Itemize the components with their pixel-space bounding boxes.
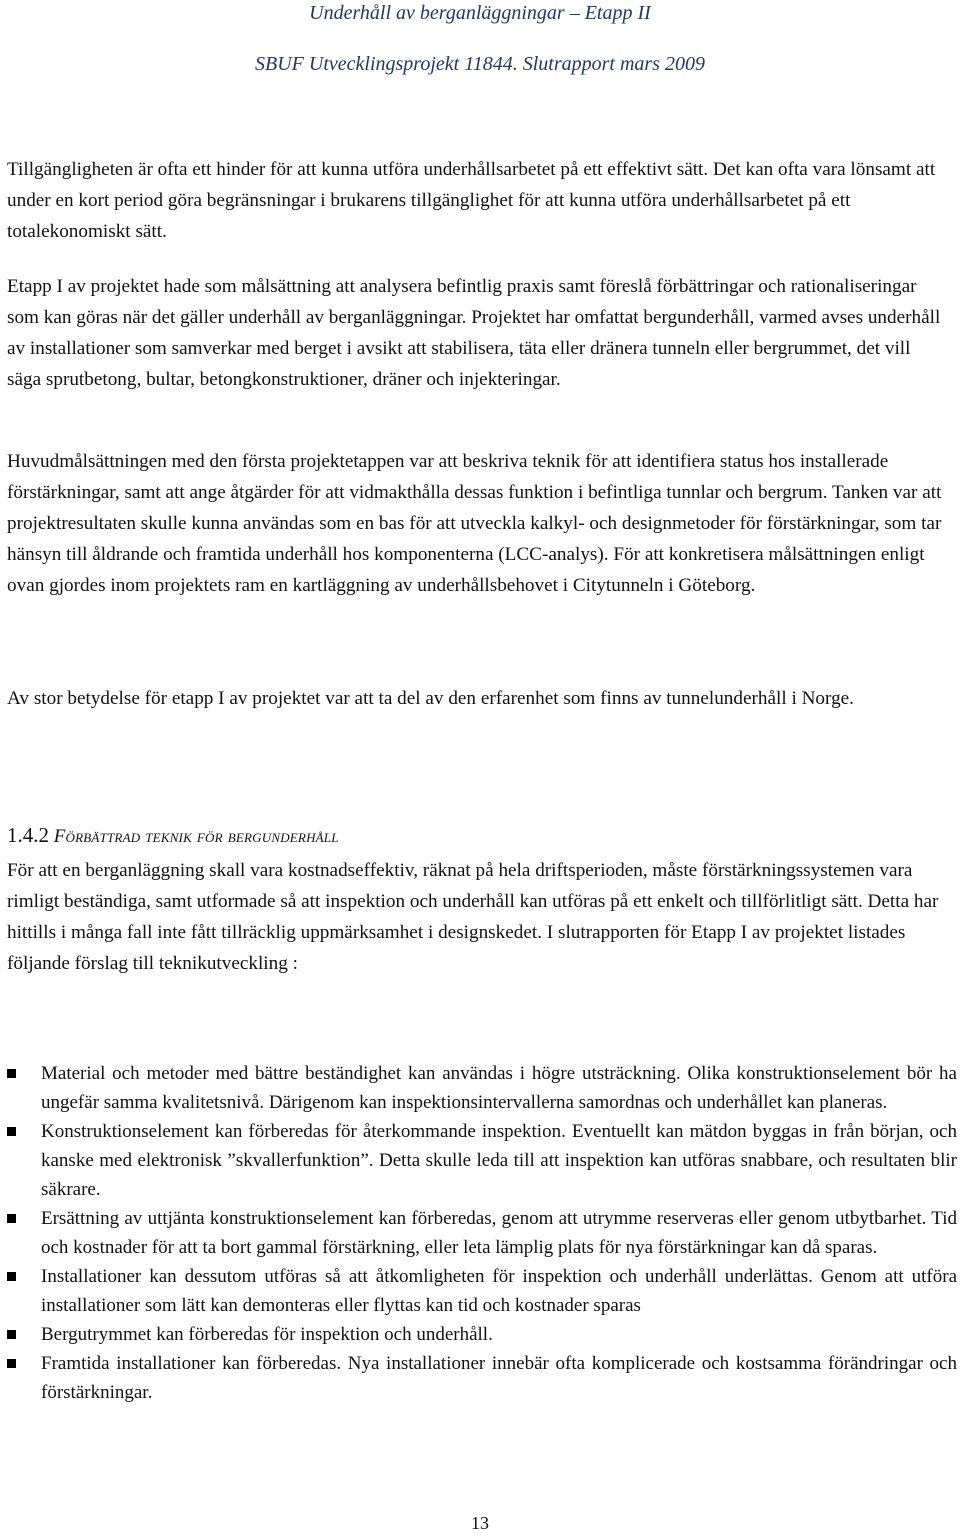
square-bullet-icon	[7, 1272, 16, 1281]
square-bullet-icon	[7, 1127, 16, 1136]
list-item: Installationer kan dessutom utföras så att åtkomligheten för inspektion och underhåll underlättas. Genom att utföra installationer som lätt kan demonteras eller flyttas kan tid och kostnader sparas	[7, 1262, 957, 1320]
list-item: Framtida installationer kan förberedas. Nya installationer innebär ofta komplicerade och kostsamma förändringar och förstärkningar.	[7, 1349, 957, 1407]
square-bullet-icon	[7, 1214, 16, 1223]
proposal-list	[7, 1059, 957, 1407]
list-item: Material och metoder med bättre beständighet kan användas i högre utsträckning. Olika konstruktionselement bör ha ungefär samma kvalitetsnivå. Därigenom kan inspektionsintervallerna samordnas och underhållet kan planeras.	[7, 1059, 957, 1117]
paragraph-norway-experience: Av stor betydelse för etapp I av projektet var att ta del av den erfarenhet som finns av tunnelunderhåll i Norge.	[7, 688, 854, 709]
paragraph-accessibility: Tillgängligheten är ofta ett hinder för att kunna utföra underhållsarbetet på ett effektivt sätt. Det kan ofta vara lönsamt att under en kort period göra begränsningar i brukarens tillgänglighet för att kunna utföra underhållsarbetet på ett totalekonomiskt sätt.	[7, 159, 936, 242]
section-title: Förbättrad teknik för bergunderhåll	[53, 826, 339, 847]
list-item: Ersättning av uttjänta konstruktionselement kan förberedas, genom att utrymme reserveras eller genom utbytbarhet. Tid och kostnader för att ta bort gammal förstärkning, eller leta lämplig plats för nya förstärkningar kan då sparas.	[7, 1204, 957, 1262]
square-bullet-icon	[7, 1359, 16, 1368]
running-header-subtitle: SBUF Utvecklingsprojekt 11844. Slutrapport mars 2009	[255, 53, 705, 75]
paragraph-stage-one-goal: Etapp I av projektet hade som målsättning att analysera befintlig praxis samt föreslå förbättringar och rationaliseringar som kan göras när det gäller underhåll av berganläggningar. Projektet har omfattat bergunderhåll, varmed avses underhåll av installationer som samverkar med berget i avsikt att stabilisera, täta eller dränera tunneln eller bergrummet, det vill säga sprutbetong, bultar, betongkonstruktioner, dräner och injekteringar.	[7, 276, 941, 390]
square-bullet-icon	[7, 1069, 16, 1078]
running-header-title: Underhåll av berganläggningar – Etapp II	[309, 2, 651, 24]
section-number: 1.4.2	[7, 823, 49, 847]
list-item: Konstruktionselement kan förberedas för återkommande inspektion. Eventuellt kan mätdon byggas in från början, och kanske med elektronisk ”skvallerfunktion”. Detta skulle leda till att inspektion kan utföras snabbare, och resultaten blir säkrare.	[7, 1117, 957, 1204]
paragraph-main-goal: Huvudmålsättningen med den första projektetappen var att beskriva teknik för att identifiera status hos installerade förstärkningar, samt att ange åtgärder för att vidmakthålla dessas funktion i befintliga tunnlar och bergrum. Tanken var att projektresultaten skulle kunna användas som en bas för att utveckla kalkyl- och designmetoder för förstärkningar, som tar hänsyn till åldrande och framtida underhåll hos komponenterna (LCC-analys). För att konkretisera målsättningen enligt ovan gjordes inom projektets ram en kartläggning av underhållsbehovet i Citytunneln i Göteborg.	[7, 451, 942, 596]
section-heading	[7, 823, 339, 848]
paragraph-cost-effective: För att en berganläggning skall vara kostnadseffektiv, räknat på hela driftsperioden, måste förstärkningssystemen vara rimligt beständiga, samt utformade så att inspektion och underhåll kan utföras på ett enkelt och tillförlitligt sätt. Detta har hittills i många fall inte fått tillräcklig uppmärksamhet i designskedet. I slutrapporten för Etapp I av projektet listades följande förslag till teknikutveckling :	[7, 860, 939, 974]
page-number: 13	[471, 1513, 489, 1533]
square-bullet-icon	[7, 1330, 16, 1339]
list-item: Bergutrymmet kan förberedas för inspektion och underhåll.	[7, 1320, 957, 1349]
